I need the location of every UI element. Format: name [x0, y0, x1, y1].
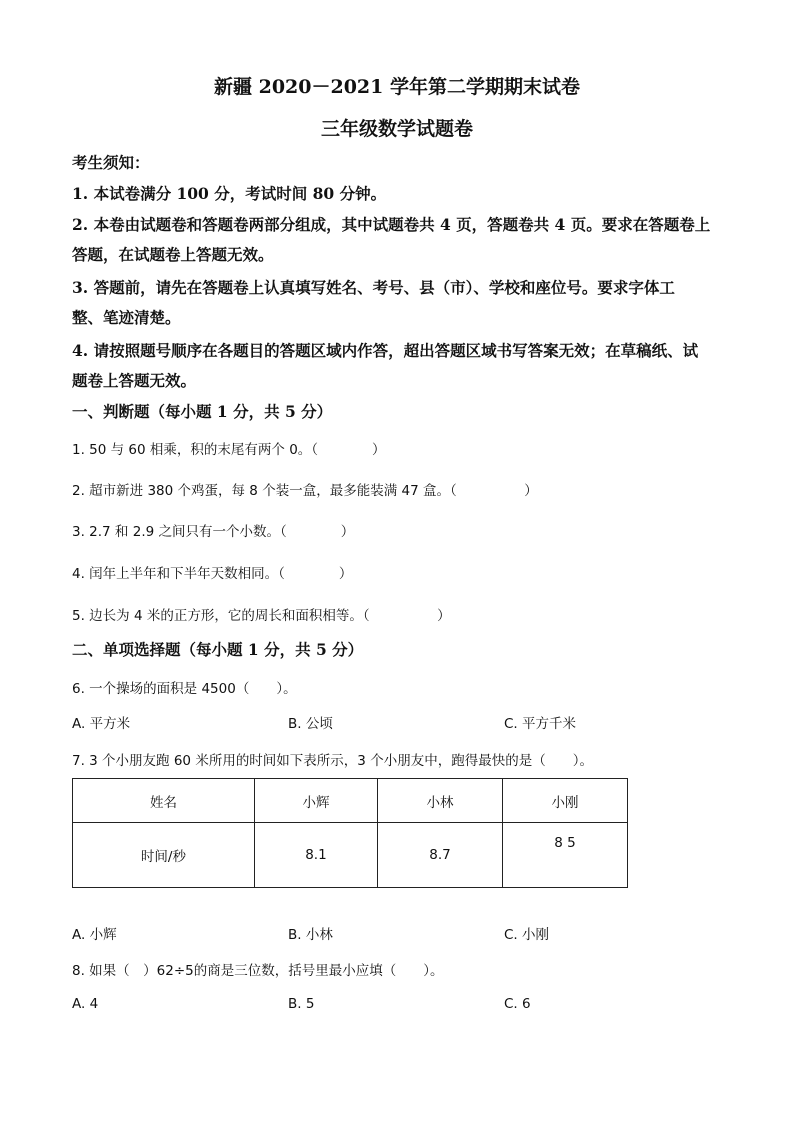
exam-title: 新疆 2020－2021 学年第二学期期末试卷 [214, 76, 580, 98]
table-cell: 8.1 [254, 823, 377, 888]
notice-line: 答题，在试题卷上答题无效。 [72, 245, 274, 264]
table-cell: 8 5 [503, 823, 628, 888]
option-c: C. 小刚 [504, 927, 550, 943]
question-4: 4. 闰年上半年和下半年天数相同。（ ） [72, 566, 353, 582]
table-cell: 小辉 [254, 779, 377, 823]
option-a: A. 平方米 [72, 716, 131, 732]
notice-line: 2. 本卷由试题卷和答题卷两部分组成，其中试题卷共 4 页，答题卷共 4 页。要求在答题卷上 [72, 215, 711, 234]
option-c: C. 6 [504, 996, 531, 1012]
notice-heading: 考生须知： [72, 153, 150, 172]
notice-line: 整、笔迹清楚。 [72, 308, 181, 327]
table-cell: 小刚 [503, 779, 628, 823]
question-8-expression: ）62÷5 [143, 963, 194, 979]
section-heading: 一、判断题（每小题 1 分，共 5 分） [72, 402, 333, 421]
notice-line: 1. 本试卷满分 100 分，考试时间 80 分钟。 [72, 184, 387, 203]
question-8 [72, 959, 444, 979]
section-heading: 二、单项选择题（每小题 1 分，共 5 分） [72, 640, 364, 659]
notice-line: 3. 答题前，请先在答题卷上认真填写姓名、考号、县（市）、学校和座位号。要求字体工 [72, 278, 675, 297]
notice-line: 题卷上答题无效。 [72, 371, 197, 390]
table-row [73, 823, 628, 888]
option-a: A. 小辉 [72, 927, 117, 943]
option-a: A. 4 [72, 996, 99, 1012]
question-3: 3. 2.7 和 2.9 之间只有一个小数。（ ） [72, 524, 355, 540]
option-b: B. 小林 [288, 927, 333, 943]
option-c: C. 平方千米 [504, 716, 577, 732]
exam-subtitle: 三年级数学试题卷 [320, 118, 473, 140]
notice-line: 4. 请按照题号顺序在各题目的答题区域内作答，超出答题区域书写答案无效；在草稿纸、试 [72, 341, 699, 360]
question-1: 1. 50 与 60 相乘，积的末尾有两个 0。（ ） [72, 442, 386, 458]
question-8-suffix: 的商是三位数，括号里最小应填（ ）。 [193, 963, 444, 979]
table-cell: 时间/秒 [73, 823, 255, 888]
table-cell: 小林 [378, 779, 503, 823]
question-5: 5. 边长为 4 米的正方形，它的周长和面积相等。（ ） [72, 608, 451, 624]
option-b: B. 公顷 [288, 716, 333, 732]
table-cell: 8.7 [378, 823, 503, 888]
race-time-table [72, 778, 628, 888]
question-8-prefix: 8. 如果（ [72, 963, 130, 979]
table-cell: 姓名 [73, 779, 255, 823]
question-7: 7. 3 个小朋友跑 60 米所用的时间如下表所示，3 个小朋友中，跑得最快的是（ ）。 [72, 753, 593, 769]
option-b: B. 5 [288, 996, 315, 1012]
table-header-row [73, 779, 628, 823]
question-6: 6. 一个操场的面积是 4500（ ）。 [72, 681, 297, 697]
question-2: 2. 超市新进 380 个鸡蛋，每 8 个装一盒，最多能装满 47 盒。（ ） [72, 483, 538, 499]
question-8-blank [130, 963, 144, 979]
